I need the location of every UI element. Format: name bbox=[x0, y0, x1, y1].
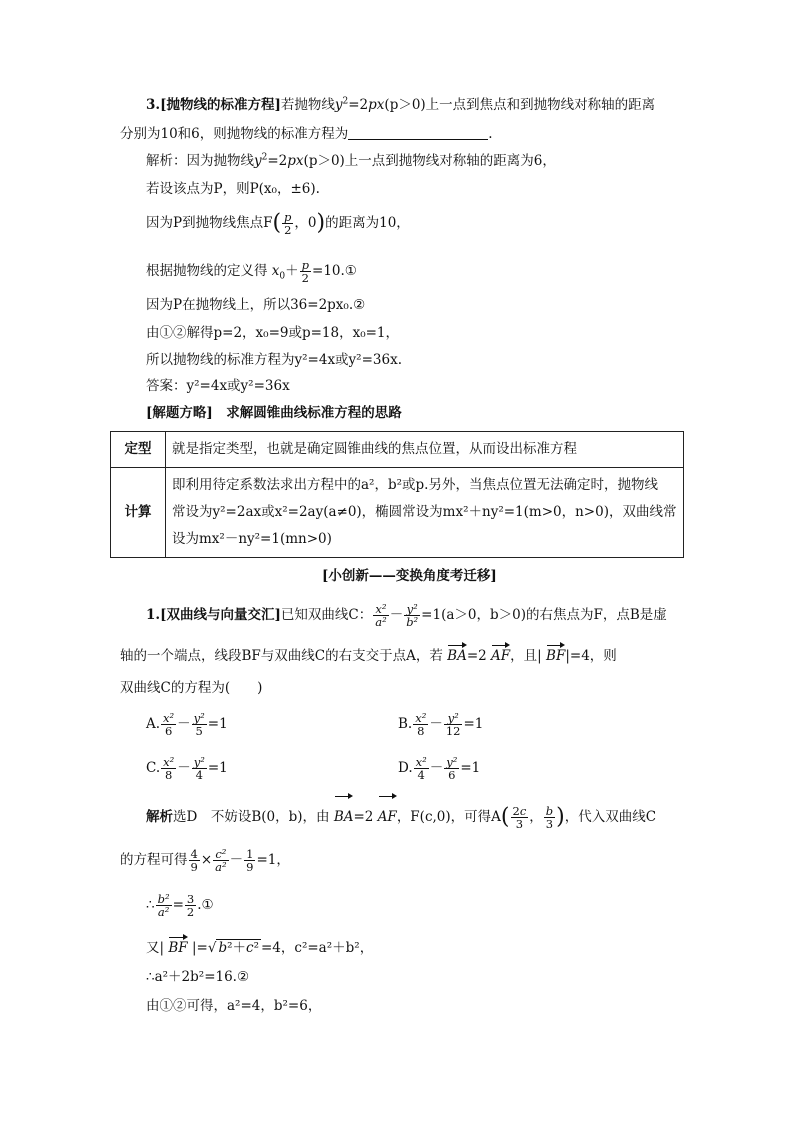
problem3-stem: 若抛物线 bbox=[280, 97, 335, 113]
option-c[interactable]: C. $\frac{\text{x²}}{8}$ － $\frac{\text{y²}}{4}$ =1 bbox=[146, 755, 228, 782]
vector-BF: BF bbox=[546, 644, 565, 665]
problem3-cond: (p＞0)上一点到焦点和到抛物线对称轴的距离 bbox=[384, 97, 656, 113]
table-row bbox=[111, 468, 684, 558]
solution3-line3: 因为P到抛物线焦点F( $\frac{p}{2}$ ，0)的距离为10， bbox=[146, 210, 410, 237]
option-b[interactable]: B. $\frac{\text{x²}}{8}$ － $\frac{\text{y²}}{12}$ =1 bbox=[398, 711, 484, 738]
solution1-line6: 由①②可得，a²=4，b²=6， bbox=[146, 998, 322, 1014]
row-key: 定型 bbox=[111, 432, 166, 468]
option-d[interactable]: D. $\frac{\text{x²}}{4}$ － $\frac{\text{y²}}{6}$ =1 bbox=[398, 755, 481, 782]
option-a[interactable]: A. $\frac{\text{x²}}{6}$ － $\frac{\text{y²}}{5}$ =1 bbox=[146, 711, 228, 738]
problem1-tag: 1.[双曲线与向量交汇] bbox=[146, 607, 281, 623]
solution1-line1: 解析选D 不妨设B(0，b)，由 BA=2 AF，F(c,0)，可得A( $\frac{2c}{3}$ ， $\frac{b}{3}$ )，代入双曲线C bbox=[146, 795, 656, 833]
problem1-line2: 轴的一个端点，线段BF与双曲线C的右支交于点A，若 BA=2 AF，且| BF|=4，则 bbox=[120, 644, 617, 665]
solution3-line4: 根据抛物线的定义得 $x_0+$ $\frac{p}{2}$ =10.① bbox=[146, 258, 357, 285]
problem3-line2: 分别为10和6，则抛物线的标准方程为 . bbox=[120, 126, 493, 142]
solution1-line5: ∴a²＋2b²=16.② bbox=[146, 969, 250, 985]
solution1-line3: ∴ $\frac{\text{b²}}{\text{a²}}$ = $\frac{3}{2}$ .① bbox=[146, 892, 214, 919]
table-row bbox=[111, 432, 684, 468]
problem3-eq: =2 bbox=[348, 97, 369, 113]
solution3-answer: 答案：y²=4x或y²=36x bbox=[146, 378, 290, 394]
problem3-tag: 3.[抛物线的标准方程] bbox=[146, 97, 281, 113]
method-table bbox=[110, 431, 684, 558]
vector-AF: AF bbox=[491, 644, 510, 665]
solution3-line6: 由①②解得p=2，x₀=9或p=18，x₀=1， bbox=[146, 325, 400, 341]
solution3-line1: 解析：因为抛物线$y^2=2px(p>0)$上一点到抛物线对称轴的距离为6， bbox=[146, 152, 556, 169]
section-title: [小创新——变换角度考迁移] bbox=[322, 568, 497, 584]
problem1-line1: 1.[双曲线与向量交汇]已知双曲线C： $\frac{\text{x²}}{\text{a²}}$ － $\frac{\text{y²}}{\text{b²}}$ =1(a＞0，b＞0)的右焦点为F，点B是虚 bbox=[146, 602, 667, 629]
row-text: 就是指定类型，也就是确定圆锥曲线的焦点位置，从而设出标准方程 bbox=[166, 432, 684, 468]
solution3-line5: 因为P在抛物线上，所以36=2px₀.② bbox=[146, 297, 366, 313]
solution3-line2: 若设该点为P，则P(x₀，±6). bbox=[146, 181, 320, 197]
vector-BA: BA bbox=[447, 644, 467, 665]
row-text: 即利用待定系数法求出方程中的a²，b²或p.另外，当焦点位置无法确定时，抛物线 常设为y²=2ax或x²=2ay(a≠0)，椭圆常设为mx²＋ny²=1(m>0，n>0)，双曲线常 设为mx²－ny²=1(mn>0) bbox=[166, 468, 684, 558]
problem1-line3: 双曲线C的方程为( ) bbox=[120, 680, 263, 696]
method-title: [解题方略] 求解圆锥曲线标准方程的思路 bbox=[146, 405, 402, 421]
answer-blank bbox=[348, 125, 488, 140]
solution1-line2: 的方程可得 $\frac{4}{9}$ × $\frac{\text{c²}}{\text{a²}}$ － $\frac{1}{9}$ =1， bbox=[120, 847, 290, 874]
problem3-line1: 3.[抛物线的标准方程]若抛物线$y^2=2px(p>0)$上一点到焦点和到抛物线对称轴的距离 bbox=[146, 96, 656, 113]
row-key: 计算 bbox=[111, 468, 166, 558]
solution1-line4: 又| BF |=√ b²＋c² =4，c²=a²＋b²， bbox=[146, 936, 373, 957]
solution3-line7: 所以抛物线的标准方程为y²=4x或y²=36x. bbox=[146, 352, 402, 368]
